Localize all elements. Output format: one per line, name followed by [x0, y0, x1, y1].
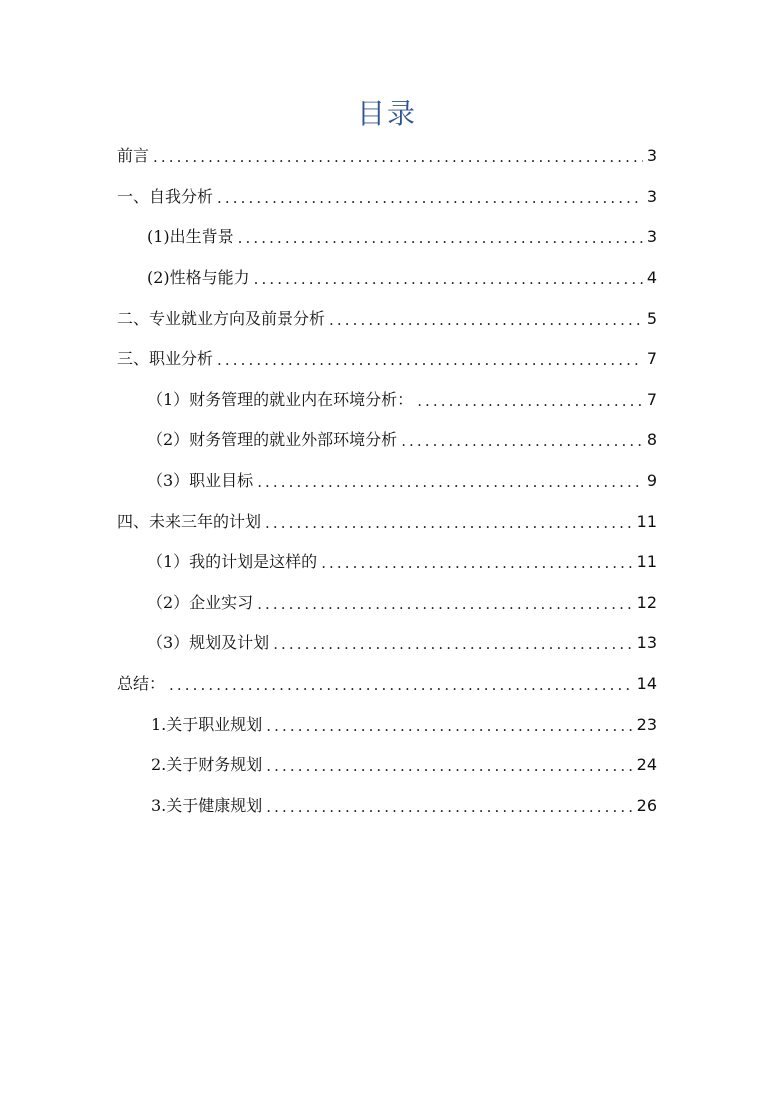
toc-dot-leader: [254, 269, 643, 289]
toc-dot-leader: [217, 350, 643, 370]
toc-entry-label: 三、职业分析: [117, 349, 214, 369]
toc-entry-label: 一、自我分析: [117, 186, 214, 206]
toc-entry-label: （1）我的计划是这样的: [147, 552, 318, 572]
toc-entry-label: 二、专业就业方向及前景分析: [117, 308, 326, 328]
toc-entry-page: 3: [646, 146, 657, 166]
toc-entry-label: （1）财务管理的就业内在环境分析：: [147, 389, 414, 409]
toc-entry[interactable]: [117, 298, 657, 339]
toc-subentry[interactable]: [117, 420, 657, 461]
toc-list: [117, 136, 657, 826]
toc-dot-leader: [266, 797, 632, 817]
toc-dot-leader: [217, 188, 643, 208]
toc-entry-page: 9: [646, 471, 657, 491]
toc-entry-label: 1.关于职业规划: [151, 714, 263, 734]
toc-dot-leader: [329, 310, 643, 330]
toc-subentry[interactable]: [117, 583, 657, 624]
toc-entry[interactable]: [117, 501, 657, 542]
toc-dot-leader: [238, 228, 643, 248]
toc-entry-label: （3）规划及计划: [147, 633, 270, 653]
toc-entry-label: 四、未来三年的计划: [117, 511, 262, 531]
toc-entry[interactable]: [117, 136, 657, 177]
toc-entry-page: 5: [646, 308, 657, 328]
toc-entry-label: 总结：: [117, 674, 166, 694]
toc-entry-label: 3.关于健康规划: [151, 795, 263, 815]
toc-entry-page: 7: [646, 349, 657, 369]
toc-dot-leader: [266, 716, 632, 736]
toc-dot-leader: [273, 634, 632, 654]
toc-entry-page: 23: [636, 714, 657, 734]
toc-entry-label: 2.关于财务规划: [151, 755, 263, 775]
toc-subentry[interactable]: [117, 380, 657, 421]
toc-entry-page: 7: [646, 389, 657, 409]
toc-dot-leader: [401, 431, 643, 451]
toc-entry-label: （2）企业实习: [147, 592, 254, 612]
toc-entry-page: 3: [646, 227, 657, 247]
toc-entry[interactable]: [117, 177, 657, 218]
toc-entry-label: （3）职业目标: [147, 471, 254, 491]
toc-entry-page: 3: [646, 186, 657, 206]
toc-entry-label: (1)出生背景: [147, 227, 234, 247]
toc-entry-page: 11: [636, 511, 657, 531]
toc-dot-leader: [265, 513, 633, 533]
toc-subentry[interactable]: [117, 704, 657, 745]
toc-entry-page: 11: [636, 552, 657, 572]
toc-dot-leader: [417, 391, 643, 411]
toc-subentry[interactable]: [117, 542, 657, 583]
toc-entry-page: 4: [646, 268, 657, 288]
toc-entry-page: 26: [636, 795, 657, 815]
toc-dot-leader: [321, 553, 632, 573]
toc-title: 目录: [356, 97, 417, 130]
toc-dot-leader: [266, 756, 632, 776]
toc-subentry[interactable]: [117, 745, 657, 786]
toc-entry-label: （2）财务管理的就业外部环境分析: [147, 430, 398, 450]
toc-entry-page: 24: [636, 755, 657, 775]
toc-entry-page: 13: [636, 633, 657, 653]
toc-dot-leader: [153, 147, 643, 167]
toc-entry-label: (2)性格与能力: [147, 268, 250, 288]
toc-subentry[interactable]: [117, 461, 657, 502]
toc-dot-leader: [257, 594, 632, 614]
toc-subentry[interactable]: [117, 623, 657, 664]
toc-subentry[interactable]: [117, 258, 657, 299]
toc-entry-page: 12: [636, 592, 657, 612]
toc-entry[interactable]: [117, 664, 657, 705]
toc-subentry[interactable]: [117, 217, 657, 258]
toc-entry-label: 前言: [117, 146, 150, 166]
toc-subentry[interactable]: [117, 786, 657, 827]
toc-dot-leader: [169, 675, 633, 695]
toc-dot-leader: [257, 472, 643, 492]
toc-entry-page: 8: [646, 430, 657, 450]
toc-entry[interactable]: [117, 339, 657, 380]
toc-entry-page: 14: [636, 674, 657, 694]
